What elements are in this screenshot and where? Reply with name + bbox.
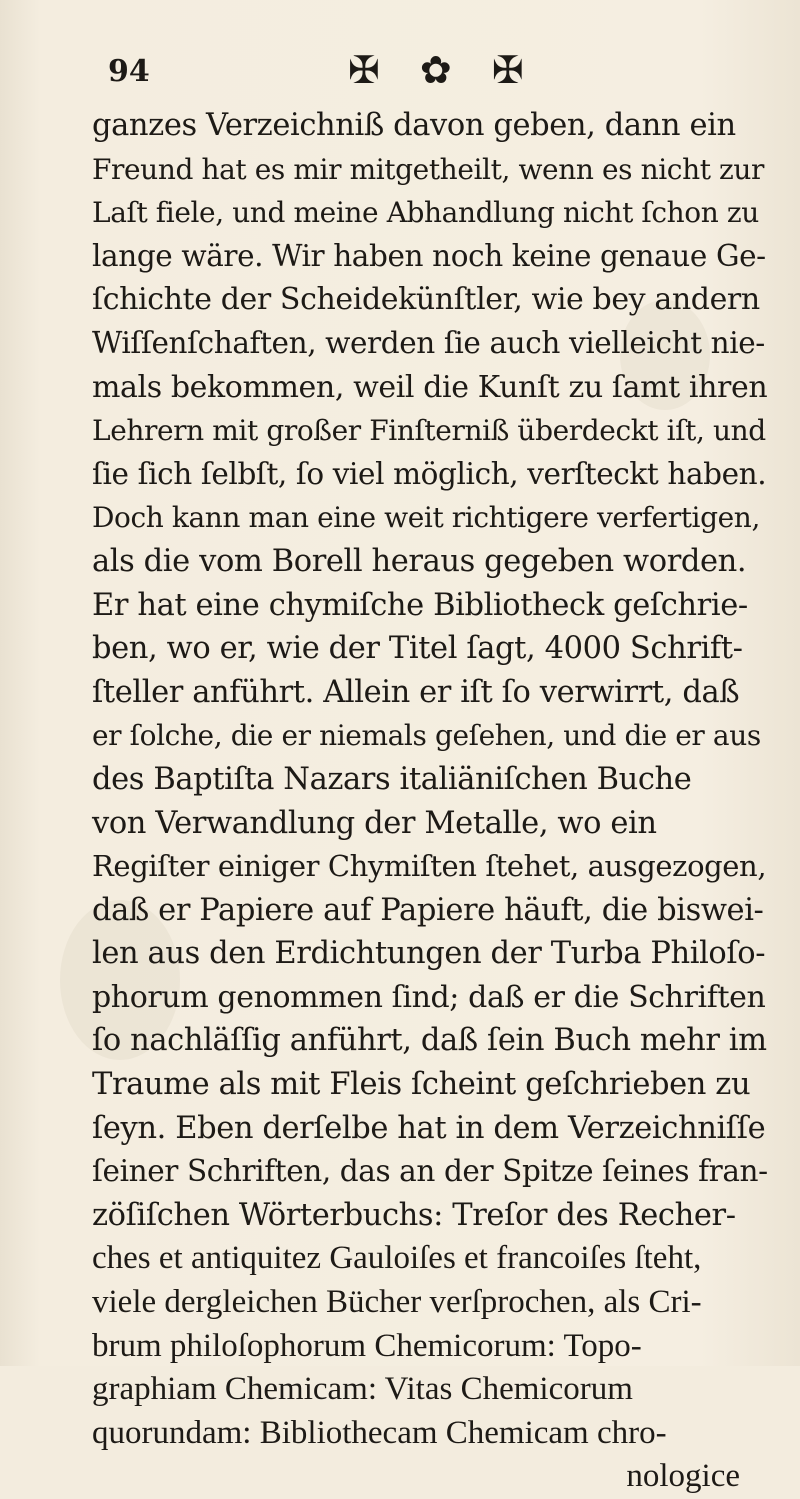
text-line: len aus den Erdichtungen der Turba Philoſo- (92, 936, 766, 972)
text-line: ches et antiquitez Gauloiſes et francoiſes ſteht, (92, 1240, 702, 1277)
text-line: mals bekommen, weil die Kunſt zu ſamt ihren (92, 369, 768, 405)
text-line: ſteller anführt. Allein er iſt ſo verwirrt, daß (92, 674, 740, 710)
text-line: ſchichte der Scheidekünſtler, wie bey andern (92, 282, 760, 318)
text-line: ſeyn. Eben derſelbe hat in dem Verzeichniſſe (92, 1110, 766, 1146)
text-line: Lehrern mit großer Finſterniß überdeckt iſt, und (92, 414, 766, 448)
text-line: brum philoſophorum Chemicorum: Topo- (92, 1327, 642, 1364)
header-ornament: ✠ ✿ ✠ (348, 48, 538, 92)
text-line: Er hat eine chymiſche Bibliotheck geſchrie- (92, 587, 748, 623)
text-line: viele dergleichen Bücher verſprochen, als Cri- (92, 1284, 702, 1321)
text-line: ſie ſich ſelbſt, ſo viel möglich, verſteckt haben. (92, 456, 767, 491)
text-line: Doch kann man eine weit richtigere verfertigen, (92, 501, 760, 535)
text-line: daß er Papiere auf Papiere häuft, die biswei- (92, 892, 764, 928)
text-line: Regiſter einiger Chymiſten ſtehet, ausgezogen, (92, 849, 767, 884)
page-header (108, 48, 748, 98)
text-line: ſeiner Schriften, das an der Spitze ſeines fran- (92, 1154, 768, 1189)
text-line: Wiſſenſchaften, werden ſie auch vielleicht nie- (92, 325, 765, 360)
text-line: zöſiſchen Wörterbuchs: Treſor des Recher- (92, 1197, 736, 1233)
text-line: phorum genommen ſind; daß er die Schriften (92, 979, 766, 1015)
page-number: 94 (108, 54, 150, 89)
text-line: er ſolche, die er niemals geſehen, und die er aus (92, 719, 761, 753)
text-line: Freund hat es mir mitgetheilt, wenn es nicht zur (92, 152, 765, 186)
text-line: Traume als mit Fleis ſcheint geſchrieben zu (92, 1067, 751, 1103)
text-line: graphiam Chemicam: Vitas Chemicorum (92, 1371, 633, 1408)
text-line: Laſt fiele, und meine Abhandlung nicht ſchon zu (92, 196, 759, 230)
body-text (92, 104, 768, 1499)
text-line: ſo nachläſſig anführt, daß ſein Buch mehr im (92, 1023, 767, 1059)
text-line: des Baptiſta Nazars italiäniſchen Buche (92, 761, 692, 797)
text-line: lange wäre. Wir haben noch keine genaue Ge- (92, 238, 766, 273)
text-line: ben, wo er, wie der Titel ſagt, 4000 Schrift- (92, 631, 743, 667)
text-line: von Verwandlung der Metalle, wo ein (92, 805, 657, 841)
text-line: quorundam: Bibliothecam Chemicam chro- (92, 1414, 667, 1451)
text-line: als die vom Borell heraus gegeben worden. (92, 543, 747, 579)
catchword: nologice (626, 1458, 740, 1495)
text-line: ganzes Verzeichniß davon geben, dann ein (92, 108, 736, 143)
